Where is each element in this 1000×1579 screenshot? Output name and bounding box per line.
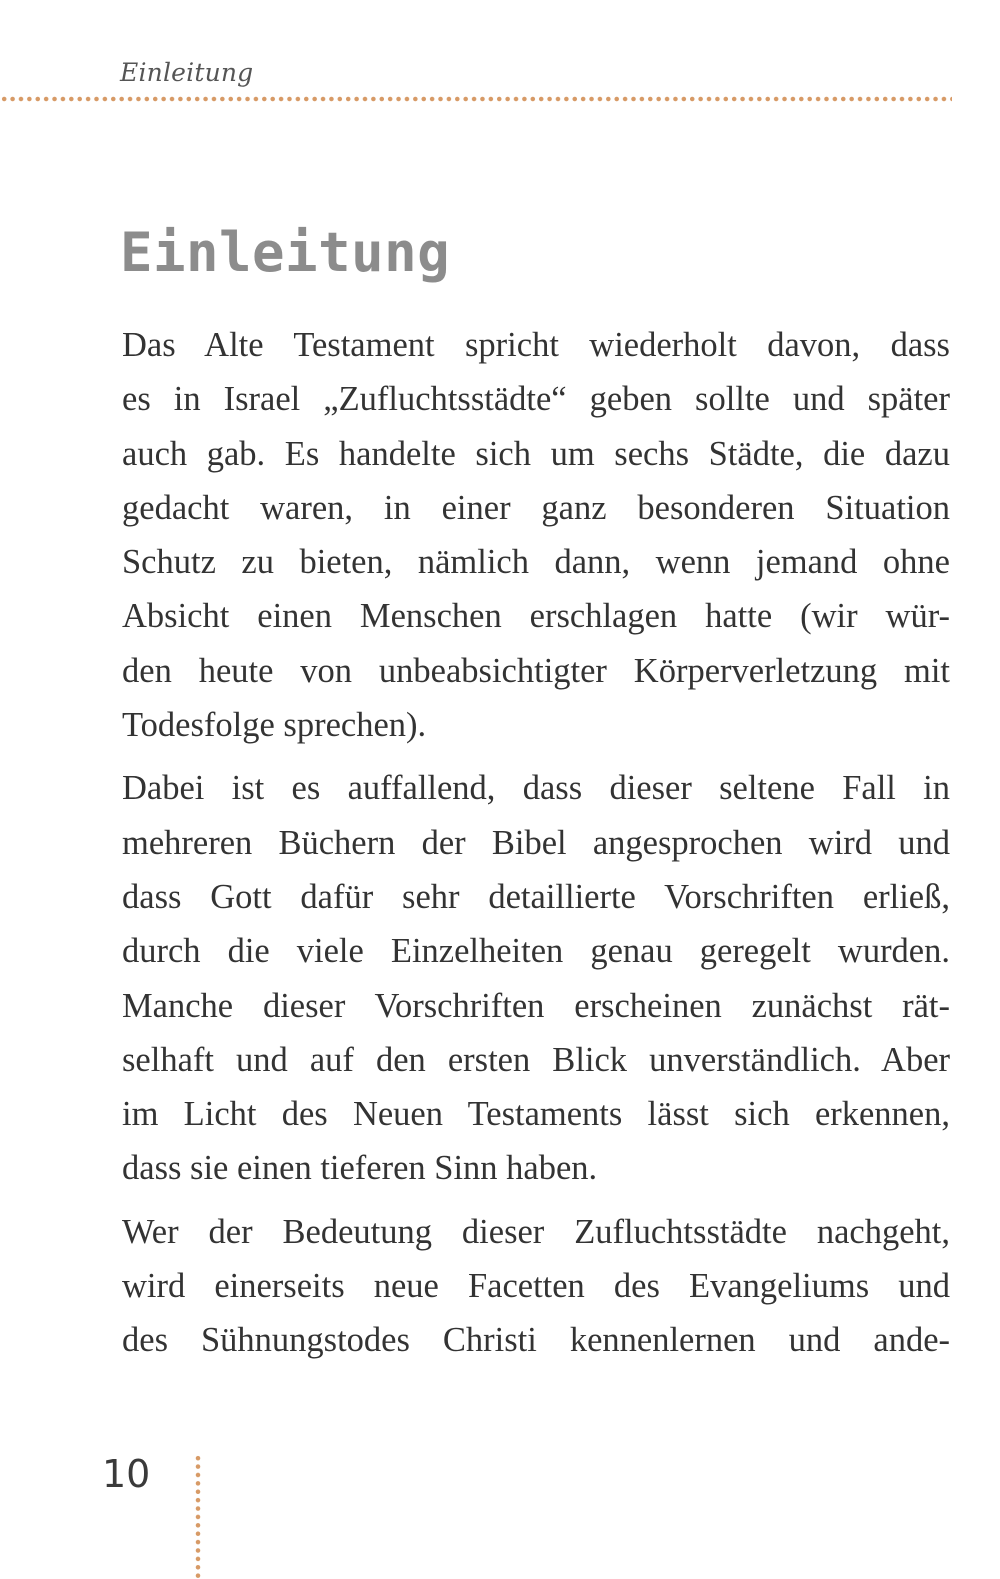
- header-dotted-rule: [0, 96, 952, 102]
- footer-dotted-rule: [195, 1454, 201, 1579]
- text-line: es in Israel „Zufluchtsstädte“ geben sollte und später: [122, 380, 950, 419]
- body-text: [122, 318, 950, 1377]
- text-line: wird einerseits neue Facetten des Evangeliums und: [122, 1267, 950, 1306]
- paragraph-1: [122, 318, 950, 752]
- text-line: Dabei ist es auffallend, dass dieser seltene Fall in: [122, 769, 950, 808]
- text-line: mehreren Büchern der Bibel angesprochen wird und: [122, 823, 950, 862]
- text-line: des Sühnungstodes Christi kennenlernen und ande-: [122, 1321, 950, 1360]
- text-line: Todesfolge sprechen).: [122, 706, 427, 745]
- text-line: Das Alte Testament spricht wiederholt davon, dass: [122, 326, 950, 364]
- text-line: selhaft und auf den ersten Blick unverständlich. Aber: [122, 1040, 950, 1079]
- page-number: 10: [102, 1452, 151, 1496]
- text-line: im Licht des Neuen Testaments lässt sich erkennen,: [122, 1095, 950, 1134]
- text-line: auch gab. Es handelte sich um sechs Städte, die dazu: [122, 434, 950, 473]
- text-line: durch die viele Einzelheiten genau geregelt wurden.: [122, 932, 950, 971]
- text-line: Absicht einen Menschen erschlagen hatte (wir wür-: [122, 597, 950, 636]
- text-line: Manche dieser Vorschriften erscheinen zunächst rät-: [122, 986, 950, 1025]
- text-line: dass sie einen tieferen Sinn haben.: [122, 1149, 598, 1188]
- paragraph-3: [122, 1205, 950, 1368]
- text-line: Wer der Bedeutung dieser Zufluchtsstädte nachgeht,: [122, 1212, 950, 1251]
- text-line: dass Gott dafür sehr detaillierte Vorschriften erließ,: [122, 877, 950, 916]
- text-line: gedacht waren, in einer ganz besonderen Situation: [122, 488, 950, 527]
- text-line: Schutz zu bieten, nämlich dann, wenn jemand ohne: [122, 543, 950, 582]
- running-header: Einleitung: [120, 58, 254, 87]
- text-line: den heute von unbeabsichtigter Körperverletzung mit: [122, 651, 950, 690]
- paragraph-2: [122, 761, 950, 1195]
- chapter-title: Einleitung: [120, 221, 451, 284]
